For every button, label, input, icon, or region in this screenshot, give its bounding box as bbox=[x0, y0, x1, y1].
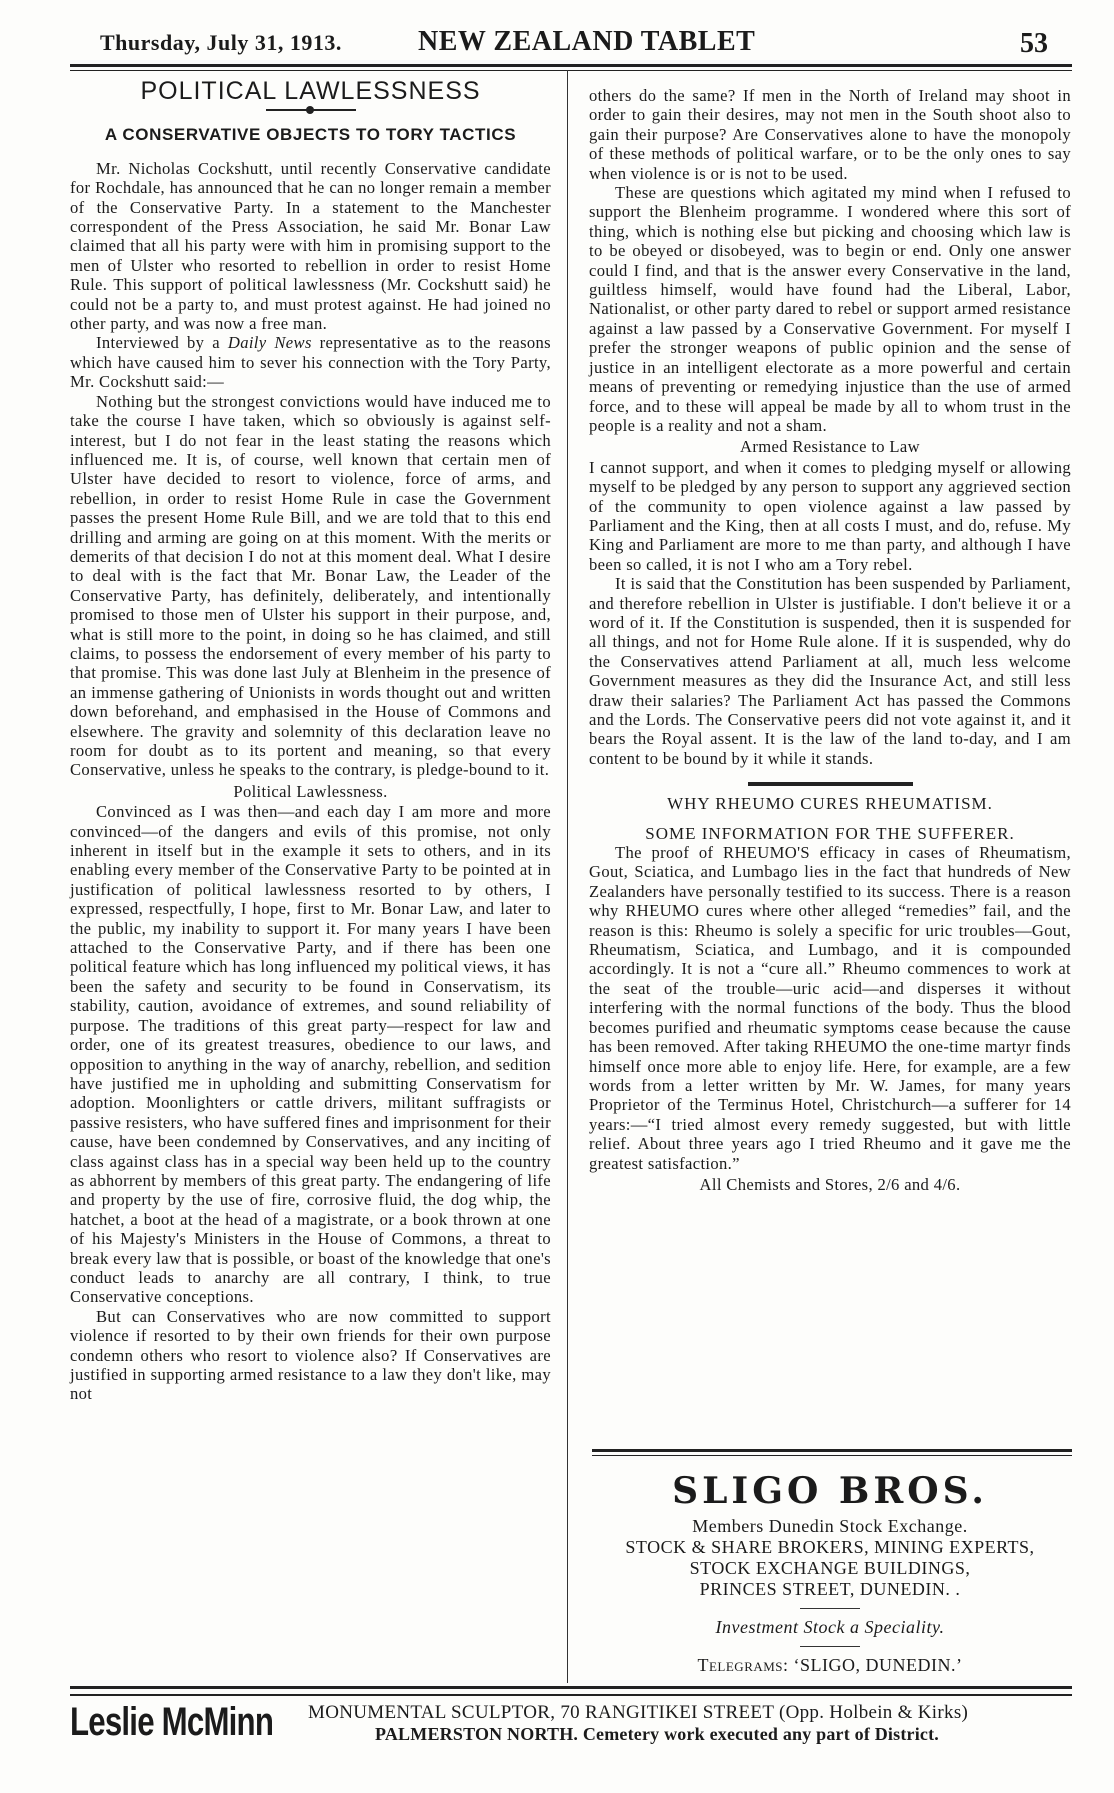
paragraph: But can Conservatives who are now committed to support violence if resorted to by their own friends for their own purpose condemn others who resort to violence also? If Conservatives are justified in supporting armed resistance to a law they don't like, may not bbox=[70, 1306, 551, 1404]
paragraph: These are questions which agitated my mind when I refused to support the Blenheim programme. I wondered where this sort of thing, which is nothing else but picking and choosing which law is to be obeyed or disobeyed, was to begin or end. Only one answer could I find, and that is the answer every Conservative in the land, guiltless himself, would have found had the Liberal, Labor, Nationalist, or other party dared to rebel or support armed resistance against a law passed by a Conservative Government. For myself I prefer the stronger weapons of public opinion and the sense of justice in an intelligent electorate as a more powerful and certain means of preventing or remedying injustice than the use of armed force, and to these will appeal be made by all to whom trust in the people is a reality and not a sham. bbox=[589, 183, 1071, 435]
ad-headline: WHY RHEUMO CURES RHEUMATISM. bbox=[667, 794, 993, 814]
section-subhead: Armed Resistance to Law bbox=[740, 437, 920, 457]
text: Interviewed by a bbox=[96, 333, 228, 353]
issue-date: Thursday, July 31, 1913. bbox=[100, 30, 342, 55]
paragraph: others do the same? If men in the North of Ireland may shoot in order to gain their desires, may not men in the South shoot also to gain their purpose? Are Conservatives alone to have the monopoly of these methods of political warfare, or to be the only ones to say when violence is or is not to be used. bbox=[589, 86, 1071, 183]
paragraph bbox=[70, 333, 551, 391]
footer-rule bbox=[70, 1686, 1072, 1689]
sligo-telegrams: Telegrams: ‘SLIGO, DUNEDIN.’ bbox=[697, 1655, 963, 1675]
ad-rule bbox=[748, 782, 913, 786]
paragraph: Nothing but the strongest convictions would have induced me to take the course I have taken, which so obviously is against self-interest, but I do not fear in the least stating the reasons which influenced me. It is, of course, well known that certain men of Ulster have decided to resort to violence, force of arms, and rebellion, in order to resist Home Rule in case the Government passes the present Home Rule Bill, and we are told that to this end drilling and arming are going on at this moment. With the merits or demerits of that decision I do not at this moment deal. What I desire to deal with is the fact that Mr. Bonar Law, the Leader of the Conservative Party, has definitely, deliberately, and intentionally promised to those men of Ulster his support in their purpose, and, what is still more to the point, in doing so he has claimed, and still claims, to possess the endorsement of every member of his party to that promise. This was done last July at Blenheim in the presence of an immense gathering of Unionists in words thought out and written down beforehand, and emphasised in the House of Commons and elsewhere. The gravity and solemnity of this declaration leave no room for doubt as to its portent and meaning, so that every Conservative, unless he speaks to the contrary, is pledge-bound to it. bbox=[70, 391, 551, 780]
left-column bbox=[70, 77, 551, 1404]
page-number: 53 bbox=[1020, 28, 1048, 59]
sligo-line: STOCK EXCHANGE BUILDINGS, bbox=[689, 1558, 971, 1578]
mcminn-name: Leslie McMinn bbox=[70, 1700, 274, 1744]
footer-rule-thin bbox=[70, 1694, 1072, 1696]
sligo-line: STOCK & SHARE BROKERS, MINING EXPERTS, bbox=[625, 1537, 1035, 1557]
paragraph: I cannot support, and when it comes to pledging myself or allowing myself to be pledged by any person to support any aggrieved section of the community to open violence against a law passed by Parliament and the King, then at all costs I must, and do, refuse. My King and Parliament are more to me than party, and although I have been so called, it is not I who am a Tory rebel. bbox=[589, 457, 1071, 574]
masthead-rule-thin bbox=[70, 70, 1072, 71]
paragraph: It is said that the Constitution has been suspended by Parliament, and therefore rebellion in Ulster is justifiable. I don't believe it or a word of it. If the Constitution is suspended, then it is suspended for all things, and not for Home Rule alone. If it is suspended, why do the Conservatives attend Parliament at all, much less welcome Government measures as they did the Insurance Act, and still less draw their salaries? The Parliament Act has passed the Commons and the Lords. The Conservative peers did not vote against it, and it bears the Royal assent. It is the law of the land to-day, and I am content to be bound by it while it stands. bbox=[589, 574, 1071, 768]
article-title: POLITICAL LAWLESSNESS bbox=[140, 77, 481, 105]
short-rule bbox=[800, 1646, 860, 1647]
sligo-line: Members Dunedin Stock Exchange. bbox=[692, 1516, 968, 1536]
ad-rule bbox=[592, 1449, 1072, 1452]
article-subtitle: A CONSERVATIVE OBJECTS TO TORY TACTICS bbox=[104, 125, 517, 145]
sligo-line: PRINCES STREET, DUNEDIN. . bbox=[699, 1579, 961, 1599]
ornament-divider bbox=[266, 109, 356, 111]
paragraph: Convinced as I was then—and each day I am more and more convinced—of the dangers and evils of this promise, not only inherent in itself but in the example it sets to others, and in its enabling every member of the Conservative Party to be pointed at in justification of political lawlessness resorted to by others, I expressed, respectfully, I hope, first to Mr. Bonar Law, and later to the public, my inability to support it. For many years I have been attached to the Conservative Party, and if there has been one political feature which has long influenced my political views, it has been the safety and security to be found in Conservatism, its stability, caution, avoidance of extremes, and sound reliability of purpose. The traditions of this great party—respect for law and order, one of its greatest treasures, obedience to our laws, and opposition to anything in the way of anarchy, rebellion, and sedition have justified me in upholding and submitting Conservatism for adoption. Moonlighters or cattle drivers, militant suffragists or passive resisters, who have suffered fines and imprisonment for their cause, have been condemned by Conservatives, and any inciting of class against class has in a special way been held up to the country as abhorrent by members of this great party. The endangering of life and property by the use of fire, corrosive fluid, the dog whip, the hatchet, a boot at the head of a magistrate, or a book thrown at one of his Majesty's Ministers in the House of Commons, a threat to break every law that is possible, or boast of the knowledge that one's conduct leads to anarchy are all contrary, I think, to true Conservative conceptions. bbox=[70, 802, 551, 1307]
sligo-name: SLIGO BROS. bbox=[672, 1470, 988, 1512]
ad-rule-thin bbox=[592, 1455, 1072, 1456]
masthead-rule bbox=[70, 64, 1072, 67]
short-rule bbox=[800, 1608, 860, 1609]
ad-price-line: All Chemists and Stores, 2/6 and 4/6. bbox=[699, 1174, 961, 1194]
sligo-tagline: Investment Stock a Speciality. bbox=[715, 1617, 945, 1637]
column-divider bbox=[567, 70, 568, 1683]
sligo-advertisement bbox=[589, 1470, 1071, 1676]
text: representative as to the reasons which have caused him to sever his connection with the Tory Party, Mr. Cockshutt said:— bbox=[70, 333, 551, 392]
mcminn-line: PALMERSTON NORTH. Cemetery work executed any part of District. bbox=[375, 1724, 940, 1744]
section-subhead: Political Lawlessness. bbox=[233, 781, 388, 801]
newspaper-title: NEW ZEALAND TABLET bbox=[418, 26, 756, 57]
publication-name: Daily News bbox=[227, 333, 312, 353]
ad-body: The proof of RHEUMO'S efficacy in cases of Rheumatism, Gout, Sciatica, and Lumbago lies in the fact that hundreds of New Zealanders have personally testified to its success. There is a reason why RHEUMO cures where other alleged “remedies” fail, and the reason is this: Rheumo is solely a specific for uric troubles—Gout, Rheumatism, Sciatica, and Lumbago, and it is compounded accordingly. It is not a “cure all.” Rheumo commences to work at the seat of the trouble—uric acid—and disperses it without interfering with the normal functions of the body. Thus the blood becomes purified and rheumatic symptoms cease because the cause has been removed. After taking RHEUMO the one-time martyr finds himself once more able to enjoy life. Here, for example, are a few words from a letter written by Mr. W. James, for many years Proprietor of the Terminus Hotel, Christchurch—a sufferer for 14 years:—“I tried almost every remedy suggested, but with little relief. About three years ago I tried Rheumo and it gave me the greatest satisfaction.” bbox=[589, 843, 1071, 1173]
ad-subheadline: SOME INFORMATION FOR THE SUFFERER. bbox=[645, 823, 1015, 843]
mcminn-line: MONUMENTAL SCULPTOR, 70 RANGITIKEI STREET (Opp. Holbein & Kirks) bbox=[308, 1702, 969, 1723]
paragraph: Mr. Nicholas Cockshutt, until recently Conservative candidate for Rochdale, has announced that he can no longer remain a member of the Conservative Party. In a statement to the Manchester correspondent of the Press Association, he said Mr. Bonar Law claimed that all his party were with him in promising support to the men of Ulster who resorted to rebellion in order to resist Home Rule. This support of political lawlessness (Mr. Cockshutt said) he could not be a party to, and must protest against. He had joined no other party, and was now a free man. bbox=[70, 158, 551, 334]
rheumo-advertisement bbox=[589, 782, 1071, 1194]
right-column bbox=[589, 86, 1071, 1194]
